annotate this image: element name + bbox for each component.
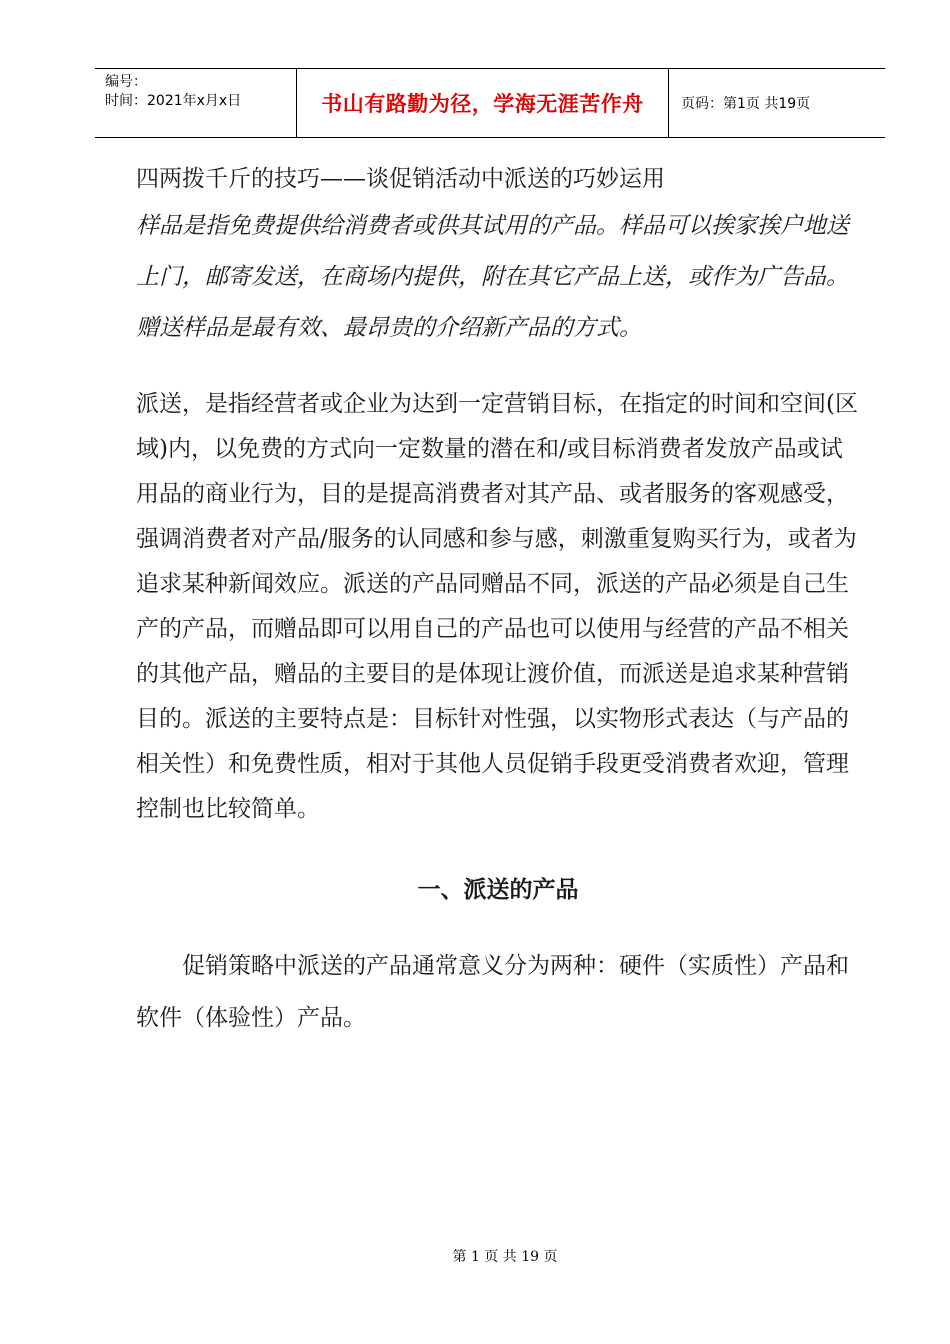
header-meta — [95, 69, 297, 137]
header-page-label: 页码：第1页 共19页 — [681, 96, 811, 112]
number-label: 编号： — [105, 74, 147, 90]
section-heading: 一、派送的产品 — [417, 877, 579, 903]
document-title: 四两拨千斤的技巧——谈促销活动中派送的巧妙运用 — [136, 166, 665, 192]
date-label: 时间：2021年x月x日 — [105, 93, 242, 109]
header-motto: 书山有路勤为径，学海无涯苦作舟 — [297, 69, 669, 137]
dispatch-paragraph: 派送，是指经营者或企业为达到一定营销目标，在指定的时间和空间(区域)内，以免费的方式向一定数量的潜在和/或目标消费者发放产品或试用品的商业行为，目的是提高消费者对其产品、或者服务的客观感受，强调消费者对产品/服务的认同感和参与感，刺激重复购买行为，或者为追求某种新闻效应。派送的产品同赠品不同，派送的产品必须是自己生产的产品，而赠品即可以用自己的产品也可以使用与经营的产品不相关的其他产品，赠品的主要目的是体现让渡价值，而派送是追求某种营销目的。派送的主要特点是：目标针对性强，以实物形式表达（与产品的相关性）和免费性质，相对于其他人员促销手段更受消费者欢迎，管理控制也比较简单。 — [136, 391, 858, 822]
document-body — [136, 163, 860, 1044]
page-header — [95, 68, 885, 138]
intro-paragraph: 样品是指免费提供给消费者或供其试用的产品。样品可以挨家挨户地送上门，邮寄发送，在商场内提供，附在其它产品上送，或作为广告品。赠送样品是最有效、最昂贵的介绍新产品的方式。 — [136, 213, 849, 341]
page-footer: 第 1 页 共 19 页 — [452, 1249, 558, 1265]
section-paragraph: 促销策略中派送的产品通常意义分为两种：硬件（实质性）产品和软件（体验性）产品。 — [136, 953, 849, 1031]
